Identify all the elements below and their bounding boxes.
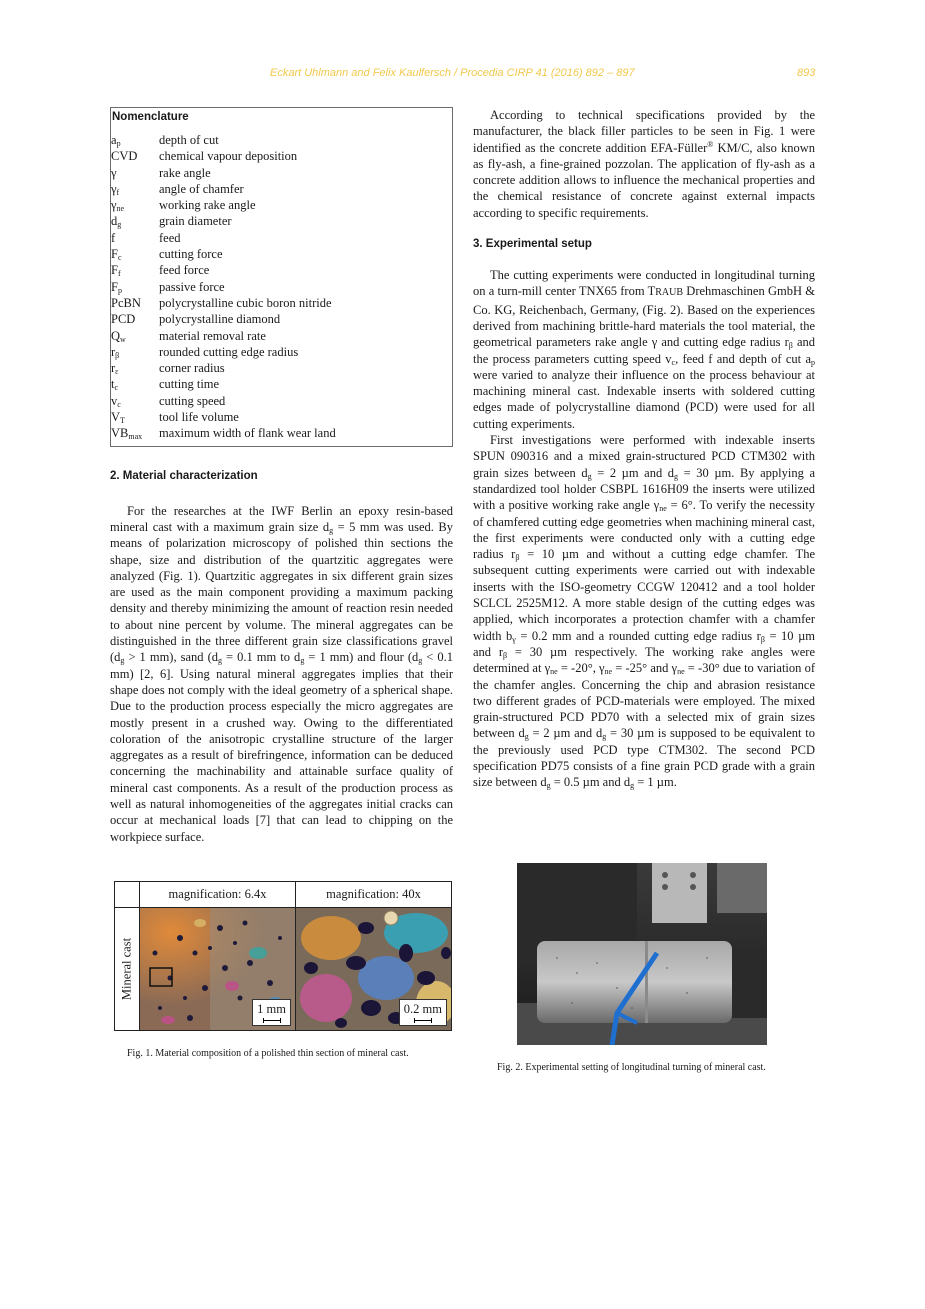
nomenclature-row [111, 181, 452, 197]
nomenclature-row [111, 393, 452, 409]
nomenclature-definition: cutting force [159, 247, 223, 262]
nomenclature-symbol: $V_T$ [111, 410, 125, 426]
nomenclature-symbol: $a_p$ [111, 133, 121, 148]
figure-1-caption: Fig. 1. Material composition of a polished thin section of mineral cast. [127, 1048, 409, 1059]
figure-1-micrograph-low-cell [140, 908, 296, 1031]
section-heading-material: 2. Material characterization [110, 469, 258, 482]
right-column [473, 107, 815, 791]
nomenclature-row [111, 279, 452, 295]
nomenclature-definition: rounded cutting edge radius [159, 344, 299, 359]
nomenclature-definition: chemical vapour deposition [159, 149, 298, 164]
scale-bar-high-label: 0.2 mm [403, 1002, 442, 1016]
nomenclature-row [111, 425, 452, 441]
nomenclature-definition: feed [159, 230, 181, 245]
section-heading-setup: 3. Experimental setup [473, 238, 592, 251]
nomenclature-symbol: CVD [111, 149, 138, 164]
figure-1 [114, 881, 452, 1030]
nomenclature-row [111, 409, 452, 425]
nomenclature-symbol: $Q_w$ [111, 328, 126, 344]
nomenclature-symbol: $\gamma_f$ [111, 181, 120, 197]
nomenclature-definition: tool life volume [159, 410, 239, 425]
figure-1-col1-header: magnification: 6.4x [140, 882, 296, 908]
page-number: 893 [797, 67, 816, 79]
nomenclature-symbol: γ [111, 165, 117, 180]
nomenclature-row [111, 165, 452, 181]
nomenclature-row [111, 360, 452, 376]
nomenclature-definition: grain diameter [159, 214, 232, 229]
nomenclature-row [111, 311, 452, 327]
figure-2-photo [517, 863, 767, 1045]
nomenclature-list [111, 132, 452, 442]
scale-bar-low-line [263, 1018, 281, 1023]
nomenclature-row [111, 197, 452, 213]
figure-1-micrograph-high-cell [296, 908, 452, 1031]
nomenclature-row [111, 230, 452, 246]
nomenclature-symbol: $\gamma_{ne}$ [111, 198, 125, 214]
nomenclature-definition: maximum width of flank wear land [159, 426, 336, 441]
nomenclature-definition: feed force [159, 263, 210, 278]
scale-bar-low-label: 1 mm [257, 1002, 286, 1016]
micrograph-high-magnification [296, 908, 451, 1030]
figure-1-row-label: Mineral cast [119, 937, 134, 1001]
nomenclature-definition: polycrystalline cubic boron nitride [159, 295, 332, 310]
nomenclature-definition: polycrystalline diamond [159, 312, 281, 327]
scale-bar-low [252, 999, 291, 1026]
figure-1-row-label-cell [115, 908, 140, 1031]
nomenclature-symbol: $VB_{max}$ [111, 426, 143, 442]
nomenclature-symbol: $F_c$ [111, 247, 122, 263]
nomenclature-symbol: $r_\varepsilon$ [111, 361, 119, 377]
paragraph-material: For the researches at the IWF Berlin an epoxy resin-based mineral cast with a maximum grain size $d_g = 5$ mm was used. By means of polarization microscopy of polished thin sections the shape, size and distribution of the quartzitic aggregates were analyzed (Fig. 1). Quartzitic aggregates in six different grain sizes are used as the main component providing a maximum packing density and thereby minimizing the amount of reaction resin needed to about nine percent by volume. The mineral aggregates can be distinguished in the three different grain size classifications gravel ($d_g > 1$ mm), sand ($d_g = 0.1$ mm to $d_g = 1$ mm) and flour ($d_g < 0.1$ mm) [2, 6]. Using natural mineral aggregates implies that their shape does not comply with the ideal geometry of a spherical shape. Due to the production process especially the micro aggregates are mostly present in a crushed way. Owing to the differentiated coloration of the anisotropic crystalline structure of the larger aggregates as a result of birefringence, information can be deduced concerning the machinability and attainable surface quality of mineral cast components. As a result of the production process as well as natural inhomogeneities of the aggregates initial cracks can occur at mechanical loads [7] that can lead to chipping on the workpiece surface. [110, 503, 454, 844]
nomenclature-symbol: $d_g$ [111, 214, 122, 230]
paragraph-setup-1: The cutting experiments were conducted in longitudinal turning on a turn-mill center TNX65 from TRAUB Drehmaschinen GmbH & Co. KG, Reichenbach, Germany, (Fig. 2). Based on the experiences derived from machining brittle-hard materials the tool material, the geometrical parameters rake angle γ and cutting edge radius $r_\beta$ and the process parameters cutting speed $v_c$, feed f and depth of cut $a_p$ were varied to analyze their influence on the process behaviour at machining mineral cast. Indexable inserts with soldered cutting edges made of polycrystalline diamond (PCD) were used for all cutting experiments. [473, 268, 815, 431]
nomenclature-row [111, 148, 452, 164]
nomenclature-row [111, 295, 452, 311]
nomenclature-row [111, 132, 452, 148]
nomenclature-row [111, 262, 452, 278]
paragraph-setup-2: First investigations were performed with indexable inserts SPUN 090316 and a mixed grain-structured PCD CTM302 with grain sizes between $d_g = 2$ µm and $d_g = 30$ µm. By applying a standardized tool holder CSBPL 1616H09 the inserts were utilized with a positive working rake angle $\gamma_{ne} = 6^\circ$. To verify the necessity of chamfered cutting edge geometries when machining mineral cast, the first experiments were conducted only with a cutting edge radius $r_\beta = 10$ µm and without a cutting edge chamfer. The subsequent cutting experiments were carried out with indexable inserts with the ISO-geometry CCGW 120412 and a tool holder SCLCL 2525M12. A more stable design of the cutting edges was applied, which incorporates a protection chamfer with a chamfer width $b_\gamma = 0.2$ mm and a rounded cutting edge radius $r_\beta = 10$ µm and $r_\beta = 30$ µm respectively. The working rake angles were determined at $\gamma_{ne} = -20^\circ$, $\gamma_{ne} = -25^\circ$ and $\gamma_{ne} = -30^\circ$ due to variation of the chamfer angles. Concerning the chip and abrasion resistance two different grades of PCD-materials were employed. The mixed grain-structured PCD PD70 with a selected mix of grain sizes between $d_g = 2$ µm and $d_g = 30$ µm is supposed to be equivalent to the previously used PCD type CTM302. The second PCD specification PD75 consists of a fine grain PCD grade with a grain size between $d_g = 0.5$ µm and $d_g = 1$ µm. [473, 433, 815, 791]
nomenclature-symbol: $F_p$ [111, 279, 122, 295]
nomenclature-definition: working rake angle [159, 198, 256, 213]
left-column [110, 107, 453, 845]
nomenclature-definition: passive force [159, 279, 225, 294]
nomenclature-definition: cutting time [159, 377, 220, 392]
nomenclature-row [111, 213, 452, 229]
nomenclature-symbol: $r_\beta$ [111, 344, 120, 360]
nomenclature-box [110, 107, 453, 447]
figure-2-caption: Fig. 2. Experimental setting of longitudinal turning of mineral cast. [497, 1062, 766, 1073]
figure-1-col2-header: magnification: 40x [296, 882, 452, 908]
nomenclature-symbol: $v_c$ [111, 393, 121, 409]
machine-photo [517, 863, 767, 1045]
nomenclature-definition: depth of cut [159, 133, 219, 147]
nomenclature-symbol: f [111, 230, 116, 245]
nomenclature-row [111, 328, 452, 344]
running-head: Eckart Uhlmann and Felix Kaulfersch / Procedia CIRP 41 (2016) 892 – 897 [270, 67, 635, 79]
nomenclature-definition: material removal rate [159, 328, 266, 343]
nomenclature-row [111, 376, 452, 392]
nomenclature-row [111, 246, 452, 262]
nomenclature-row [111, 344, 452, 360]
nomenclature-definition: corner radius [159, 361, 225, 376]
nomenclature-symbol: $t_c$ [111, 377, 119, 393]
scale-bar-high-line [414, 1018, 432, 1023]
nomenclature-definition: rake angle [159, 165, 211, 180]
nomenclature-symbol: PcBN [111, 295, 141, 310]
nomenclature-symbol: $F_f$ [111, 263, 121, 279]
micrograph-low-magnification [140, 908, 295, 1030]
nomenclature-symbol: PCD [111, 312, 136, 327]
figure-1-corner-cell [115, 882, 140, 908]
nomenclature-definition: cutting speed [159, 393, 226, 408]
nomenclature-definition: angle of chamfer [159, 181, 244, 196]
scale-bar-high [399, 999, 447, 1026]
nomenclature-title: Nomenclature [112, 111, 189, 123]
paragraph-filler: According to technical specifications provided by the manufacturer, the black filler particles to be seen in Fig. 1 were identified as the concrete addition EFA-Füller® KM/C, also known as fly-ash, a fine-grained pozzolan. The application of fly-ash as a concrete addition allows to influence the mechanical properties and the chemical resistance of concrete against external impacts according to specific requirements. [473, 108, 815, 220]
